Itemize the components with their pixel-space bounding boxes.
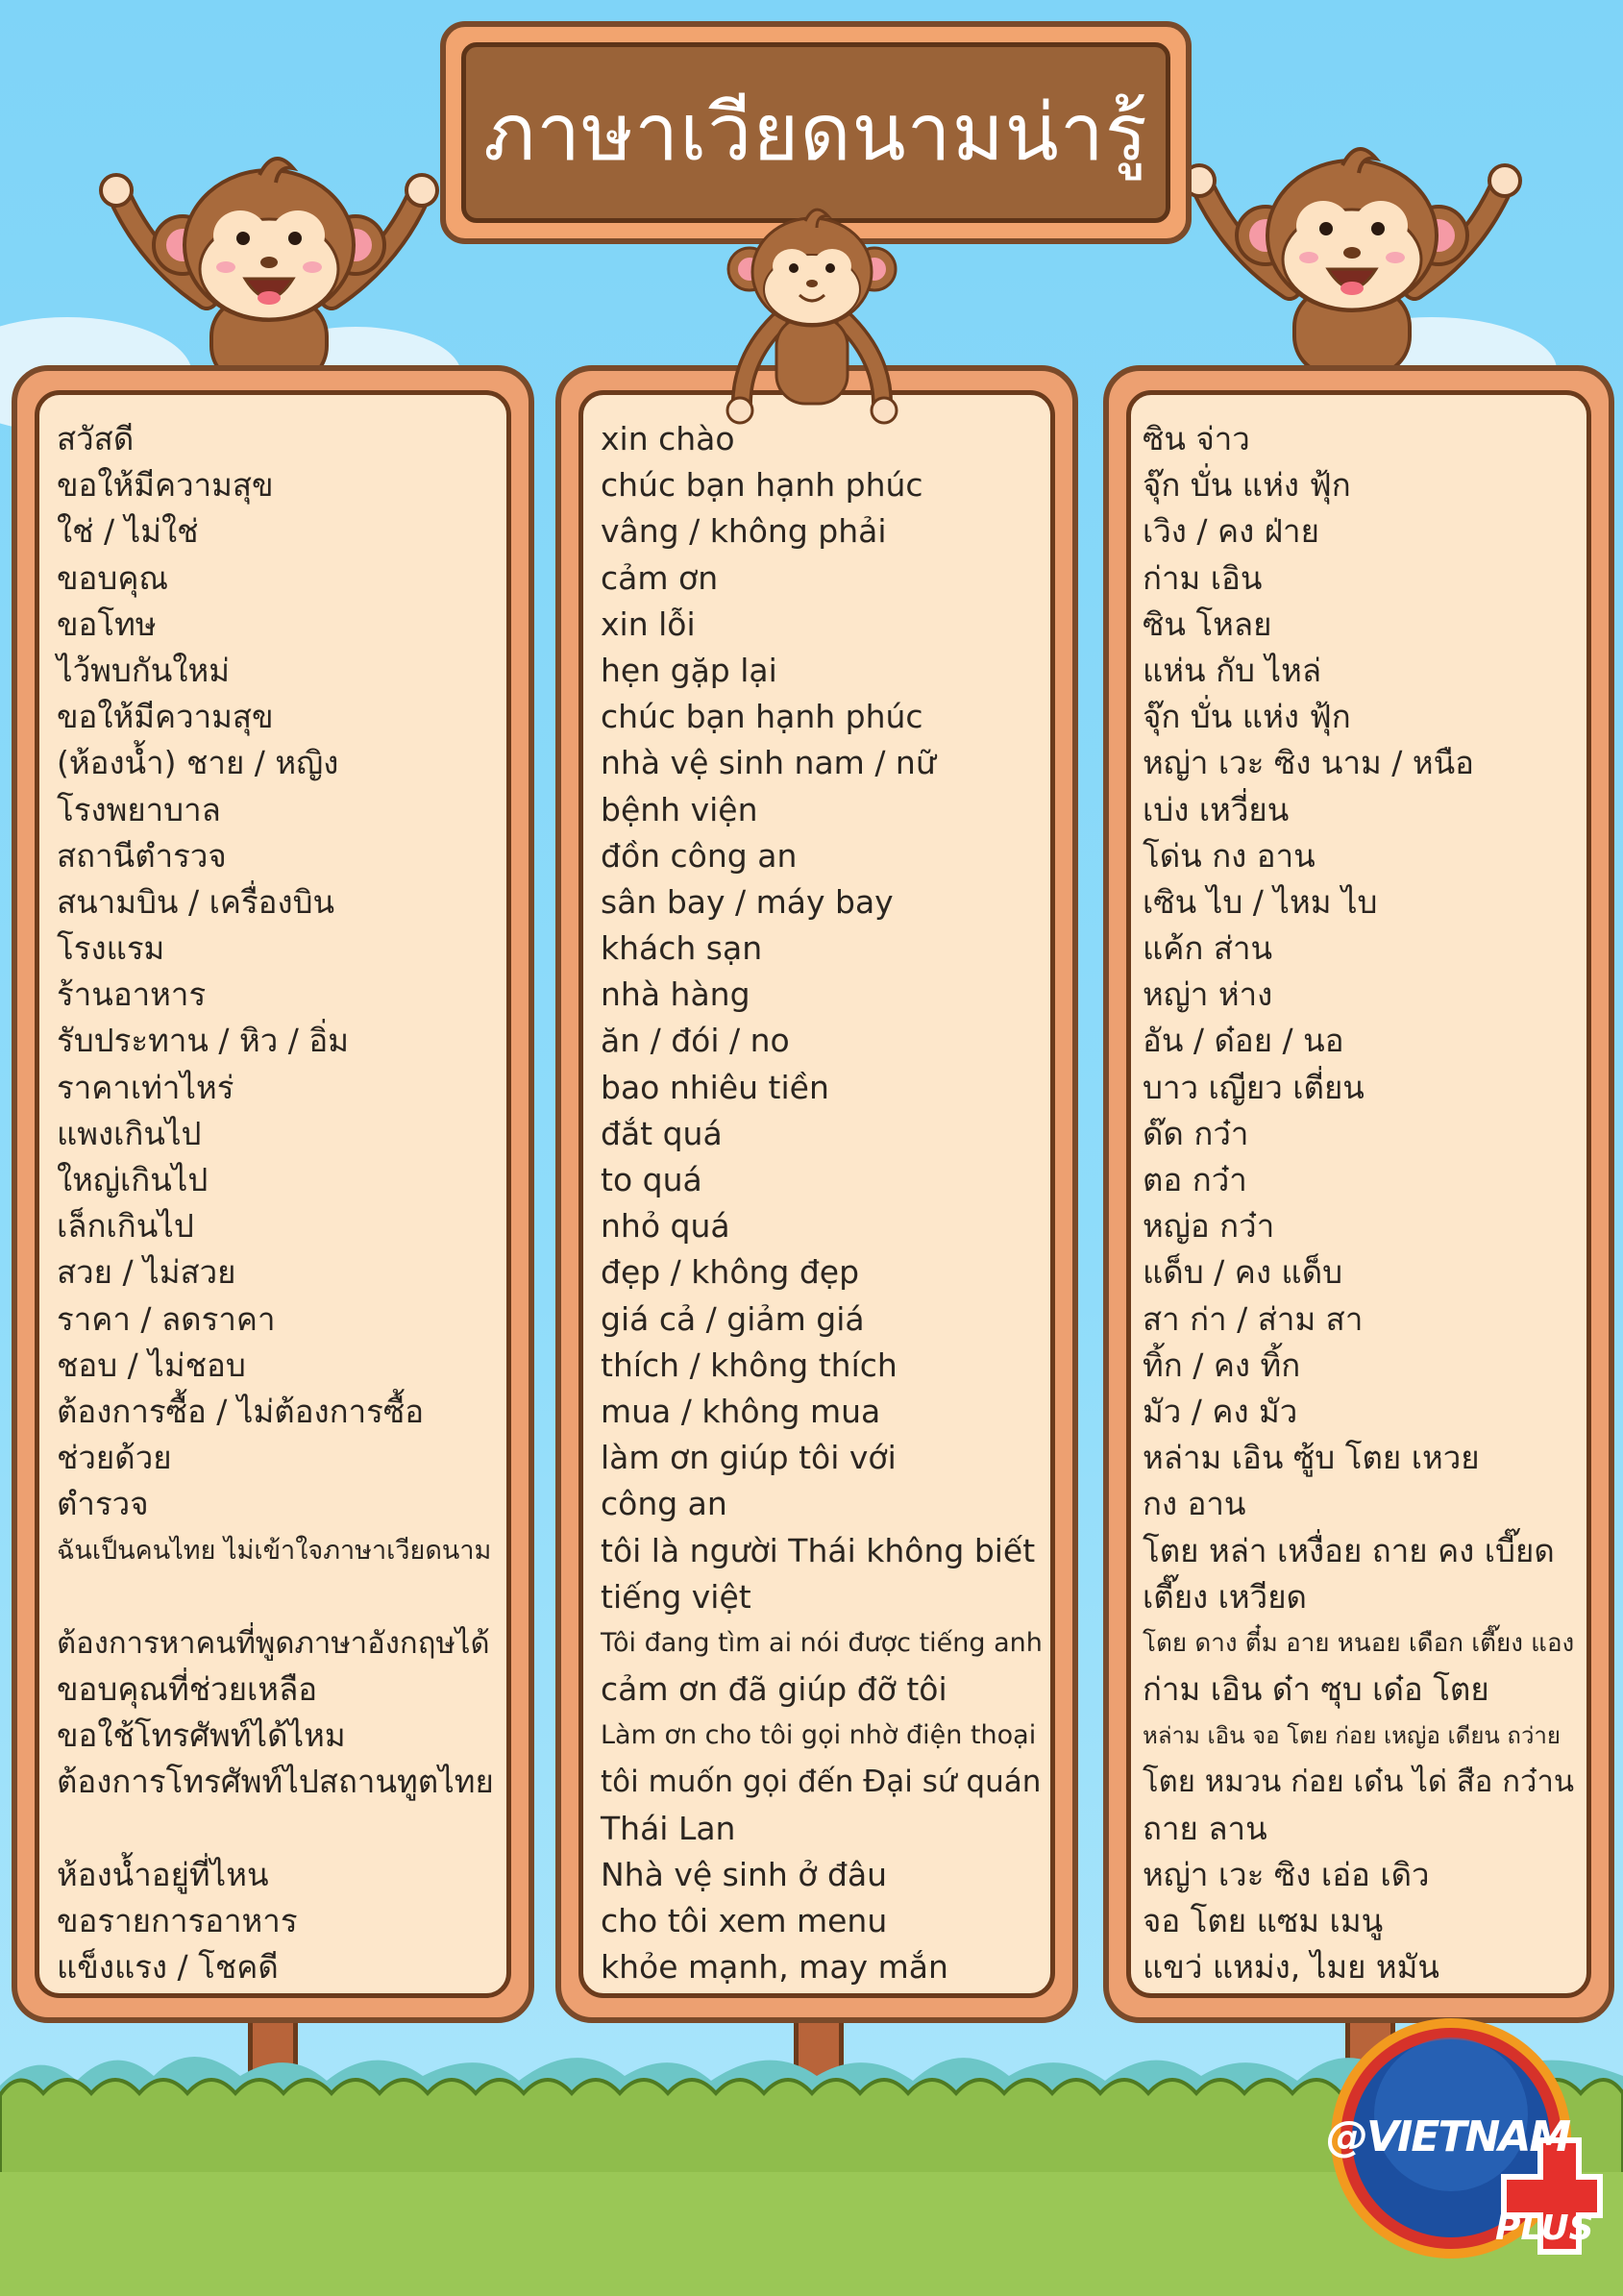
thai-phrase: ขอบคุณ — [57, 558, 169, 597]
pronunciation-phrase: แขว่ แหม่ง, ไมย หมัน — [1143, 1948, 1439, 1987]
pronunciation-phrase: จุ๊ก บั่น แห่ง ฟุ้ก — [1143, 466, 1351, 505]
monkey-left-icon — [91, 154, 447, 384]
thai-phrase: (ห้องน้ำ) ชาย / หญิง — [57, 744, 339, 782]
pronunciation-phrase: สา ก่า / ส่าม สา — [1143, 1299, 1364, 1338]
pronunciation-phrase: หล่าม เอิน จอ โตย ก่อย เหญ่อ เดียน ถว่าย — [1143, 1722, 1561, 1750]
monkey-right-icon — [1174, 144, 1530, 375]
thai-phrase: สถานีตำรวจ — [57, 836, 227, 875]
vietnamese-phrase: nhỏ quá — [601, 1207, 730, 1246]
vietnamese-phrase: mua / không mua — [601, 1392, 881, 1430]
vietnamese-phrase: nhà vệ sinh nam / nữ — [601, 744, 936, 782]
thai-phrase: ต้องการโทรศัพท์ไปสถานทูตไทย — [57, 1763, 494, 1801]
thai-phrase: ห้องน้ำอยู่ที่ไหน — [57, 1855, 269, 1893]
vietnamese-phrase: khỏe mạnh, may mắn — [601, 1948, 948, 1987]
pronunciation-phrase: ตอ กว๋า — [1143, 1161, 1247, 1198]
pronunciation-phrase: ทิ้ก / คง ทิ้ก — [1143, 1346, 1301, 1384]
vietnamplus-logo — [1307, 2009, 1605, 2287]
pronunciation-phrase: โตย หล่า เหงื่อย ถาย คง เบี๊ยด — [1143, 1531, 1555, 1569]
thai-phrase: ราคาเท่าไหร่ — [57, 1068, 234, 1106]
pronunciation-phrase: ก่าม เอิน — [1143, 558, 1263, 597]
pronunciation-phrase: ซิน โหลย — [1143, 605, 1272, 643]
vietnamese-phrase: vâng / không phải — [601, 512, 887, 551]
thai-phrase: ขอใช้โทรศัพท์ได้ไหม — [57, 1716, 346, 1755]
thai-phrase: ขอให้มีความสุข — [57, 466, 274, 505]
pronunciation-phrase-list — [1143, 416, 1581, 1990]
thai-phrase: ฉันเป็นคนไทย ไม่เข้าใจภาษาเวียดนาม — [57, 1535, 492, 1566]
thai-phrase: ร้านอาหาร — [57, 975, 207, 1014]
pronunciation-phrase: หญ่า ห่าง — [1143, 975, 1273, 1014]
vietnamese-phrase: bao nhiêu tiền — [601, 1068, 829, 1106]
pronunciation-phrase: หญ่อ กว๋า — [1143, 1207, 1275, 1246]
vietnamese-phrase: hẹn gặp lại — [601, 651, 777, 689]
board-pronunciation-inner — [1126, 390, 1591, 1998]
thai-phrase: ขอให้มีความสุข — [57, 698, 274, 736]
vietnamese-phrase: thích / không thích — [601, 1346, 898, 1384]
pronunciation-phrase: มัว / คง มัว — [1143, 1392, 1298, 1430]
thai-phrase: ชอบ / ไม่ชอบ — [57, 1346, 246, 1384]
board-vietnamese-inner — [578, 390, 1055, 1998]
pronunciation-phrase: เบ่ง เหวี่ยน — [1143, 790, 1290, 828]
thai-phrase: รับประทาน / หิว / อิ่ม — [57, 1022, 349, 1060]
pronunciation-phrase: แค้ก ส่าน — [1143, 929, 1273, 968]
vietnamese-phrase: làm ơn giúp tôi với — [601, 1439, 897, 1477]
vietnamese-phrase: Tôi đang tìm ai nói được tiếng anh — [601, 1627, 1043, 1658]
vietnamese-phrase: xin lỗi — [601, 605, 696, 643]
thai-phrase: สวัสดี — [57, 420, 135, 457]
pronunciation-phrase: ถาย ลาน — [1143, 1809, 1267, 1847]
pronunciation-phrase: ซิน จ่าว — [1143, 420, 1250, 457]
vietnamese-phrase: công an — [601, 1485, 727, 1523]
thai-phrase-list — [57, 416, 501, 1990]
thai-phrase: โรงแรม — [57, 929, 165, 968]
thai-phrase: ตำรวจ — [57, 1485, 149, 1523]
vietnamese-phrase: chúc bạn hạnh phúc — [601, 466, 923, 505]
thai-phrase: แข็งแรง / โชคดี — [57, 1948, 279, 1987]
monkey-center-icon — [701, 207, 922, 428]
pronunciation-phrase: ด๊ด กว๋า — [1143, 1114, 1249, 1152]
thai-phrase: ใหญ่เกินไป — [57, 1161, 209, 1198]
vietnamese-phrase: tiếng việt — [601, 1577, 751, 1616]
vietnamese-phrase: tôi là người Thái không biết — [601, 1531, 1036, 1569]
pronunciation-phrase: ก่าม เอิน ด๋า ซุบ เด๋อ โตย — [1143, 1670, 1489, 1709]
vietnamese-phrase: cảm ơn đã giúp đỡ tôi — [601, 1670, 947, 1709]
thai-phrase: ขอรายการอาหาร — [57, 1902, 298, 1939]
thai-phrase: ต้องการหาคนที่พูดภาษาอังกฤษได้ — [57, 1625, 490, 1661]
vietnamese-phrase: chúc bạn hạnh phúc — [601, 698, 923, 736]
vietnamese-phrase: to quá — [601, 1161, 702, 1198]
thai-phrase — [57, 1806, 501, 1852]
vietnamese-phrase: nhà hàng — [601, 975, 750, 1014]
thai-phrase: ใช่ / ไม่ใช่ — [57, 512, 199, 551]
pronunciation-phrase: จอ โตย แซม เมนู — [1143, 1902, 1384, 1939]
pronunciation-phrase: หญ่า เวะ ซิง นาม / หนือ — [1143, 744, 1474, 782]
pronunciation-phrase: อัน / ด๋อย / นอ — [1143, 1022, 1344, 1060]
vietnamese-phrase: Làm ơn cho tôi gọi nhờ điện thoại — [601, 1720, 1037, 1751]
vietnamese-phrase: giá cả / giảm giá — [601, 1299, 865, 1338]
pronunciation-phrase: โตย ดาง ตี๋ม อาย หนอย เดือก เตี๊ยง แอง — [1143, 1628, 1575, 1658]
title-sign-inner — [461, 42, 1170, 223]
thai-phrase: ขอบคุณที่ช่วยเหลือ — [57, 1670, 318, 1709]
pronunciation-phrase: จุ๊ก บั่น แห่ง ฟุ้ก — [1143, 698, 1351, 736]
pronunciation-phrase: เตี๊ยง เหวียด — [1143, 1577, 1307, 1616]
vietnamese-phrase: đồn công an — [601, 836, 798, 875]
thai-phrase: สนามบิน / เครื่องบิน — [57, 882, 335, 921]
vietnamese-phrase: cho tôi xem menu — [601, 1902, 888, 1939]
thai-phrase: โรงพยาบาล — [57, 790, 221, 828]
vietnamese-phrase: Nhà vệ sinh ở đâu — [601, 1855, 888, 1893]
pronunciation-phrase: โตย หมวน ก่อย เด๋น ได่ สือ กว๋าน — [1143, 1765, 1575, 1800]
vietnamese-phrase: đẹp / không đẹp — [601, 1253, 860, 1292]
vietnamese-phrase: đắt quá — [601, 1114, 723, 1152]
thai-phrase: สวย / ไม่สวย — [57, 1253, 236, 1292]
logo-badge-text: PLUS — [1495, 2209, 1594, 2248]
vietnamese-phrase: tôi muốn gọi đến Đại sứ quán — [601, 1765, 1042, 1800]
thai-phrase: แพงเกินไป — [57, 1114, 202, 1152]
pronunciation-phrase: โด่น กง อาน — [1143, 836, 1316, 875]
thai-phrase — [57, 1574, 501, 1620]
vietnamese-phrase: cảm ơn — [601, 558, 719, 597]
logo-text: @VIETNAM — [1326, 2112, 1570, 2161]
vietnamese-phrase: xin chào — [601, 420, 735, 457]
pronunciation-phrase: บาว เญียว เตี่ยน — [1143, 1068, 1365, 1106]
thai-phrase: ราคา / ลดราคา — [57, 1299, 276, 1338]
pronunciation-phrase: หล่าม เอิน ซู้บ โตย เหวย — [1143, 1439, 1480, 1477]
pronunciation-phrase: เวิง / คง ฝ่าย — [1143, 512, 1319, 551]
vietnamese-phrase: bệnh viện — [601, 790, 758, 828]
vietnamese-phrase-list — [601, 416, 1045, 1990]
thai-phrase: ขอโทษ — [57, 605, 157, 643]
thai-phrase: ไว้พบกันใหม่ — [57, 651, 230, 689]
page-title: ภาษาเวียดนามน่ารู้ — [483, 87, 1148, 179]
board-pronunciation — [1103, 365, 1614, 2023]
board-vietnamese — [555, 365, 1078, 2023]
pronunciation-phrase: หญ่า เวะ ซิง เอ่อ เดิว — [1143, 1855, 1430, 1893]
pronunciation-phrase: แด็บ / คง แด็บ — [1143, 1253, 1343, 1292]
thai-phrase: ช่วยด้วย — [57, 1439, 172, 1477]
board-thai-inner — [35, 390, 511, 1998]
vietnamese-phrase: khách sạn — [601, 929, 763, 968]
vietnamese-phrase: Thái Lan — [601, 1809, 736, 1847]
board-thai — [12, 365, 534, 2023]
vietnamese-phrase: ăn / đói / no — [601, 1022, 790, 1060]
thai-phrase: เล็กเกินไป — [57, 1207, 194, 1246]
vietnamese-phrase: sân bay / máy bay — [601, 882, 894, 921]
pronunciation-phrase: เซิน ไบ / ไหม ไบ — [1143, 882, 1378, 921]
pronunciation-phrase: กง อาน — [1143, 1485, 1246, 1523]
thai-phrase: ต้องการซื้อ / ไม่ต้องการซื้อ — [57, 1392, 425, 1430]
pronunciation-phrase: แห่น กับ ไหล่ — [1143, 651, 1322, 689]
